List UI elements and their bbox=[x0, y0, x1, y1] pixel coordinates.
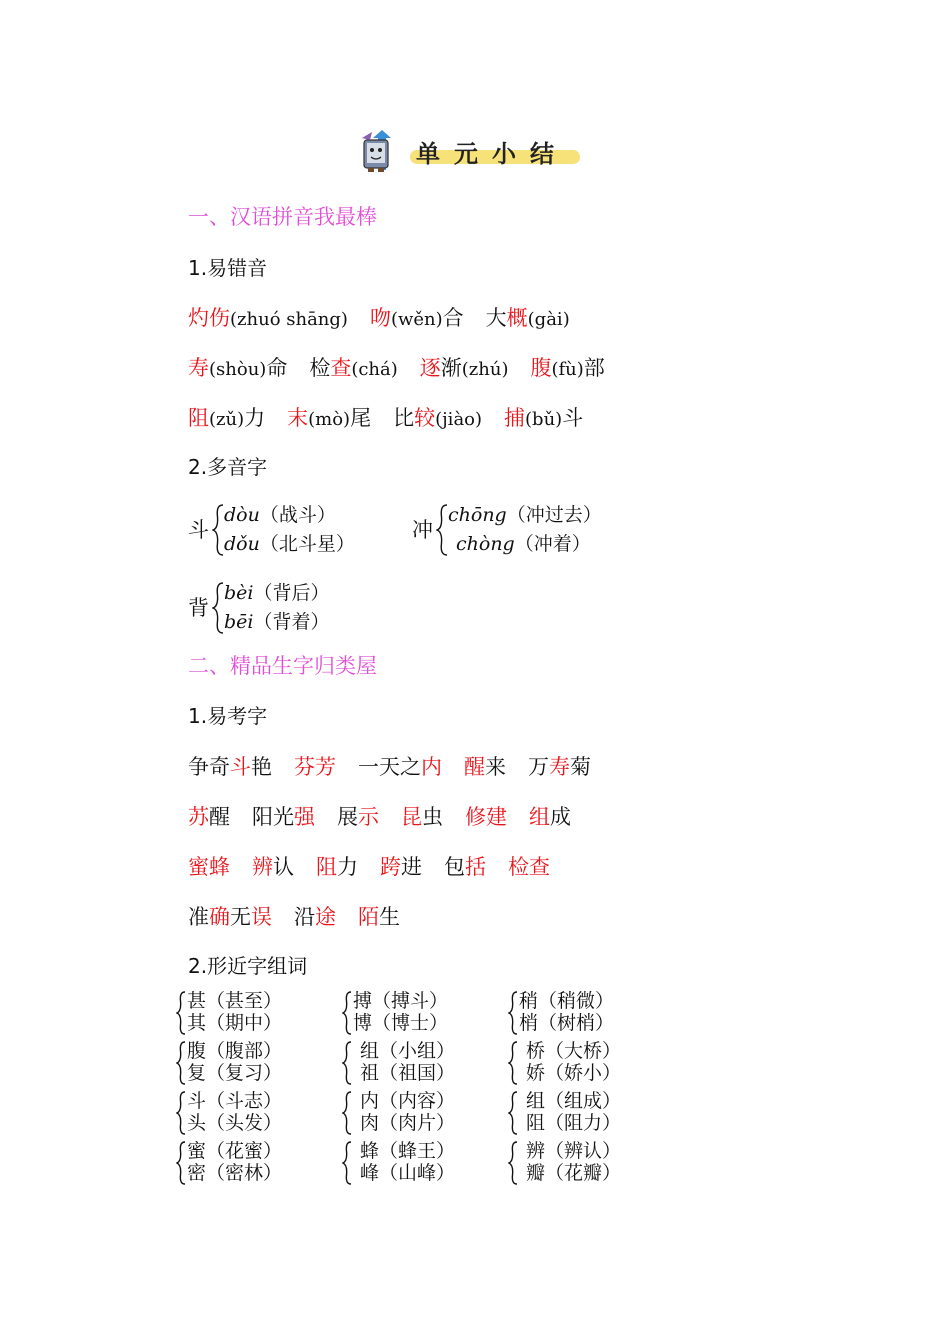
pinyin-entry bbox=[309, 352, 397, 382]
brace-icon bbox=[212, 582, 224, 634]
similar-pair bbox=[342, 1040, 492, 1086]
entry-pinyin: (shòu) bbox=[209, 359, 267, 380]
polyphone-group bbox=[188, 578, 408, 638]
pinyin-entry bbox=[420, 352, 509, 382]
word-entry bbox=[508, 851, 550, 881]
key-char: 辨 bbox=[252, 855, 273, 879]
word-entry bbox=[529, 801, 571, 831]
entry-char: 寿 bbox=[188, 356, 209, 380]
polyphone-reading bbox=[224, 500, 336, 527]
plain-char: 万 bbox=[528, 755, 549, 779]
plain-char: 来 bbox=[485, 755, 506, 779]
reading-pinyin: bèi bbox=[224, 582, 254, 604]
word-entry bbox=[380, 851, 422, 881]
word-entry bbox=[188, 801, 230, 831]
plain-char: 无 bbox=[230, 905, 251, 929]
word-entry bbox=[528, 751, 591, 781]
pinyin-entry bbox=[530, 352, 604, 382]
word-entry bbox=[252, 851, 294, 881]
entry-char: 较 bbox=[414, 406, 436, 430]
similar-word: 斗（斗志） bbox=[187, 1090, 283, 1112]
similar-pair bbox=[342, 990, 492, 1036]
brace-icon bbox=[508, 1041, 518, 1085]
plain-char: 生 bbox=[379, 905, 400, 929]
polyphone-group bbox=[412, 500, 632, 560]
entry-pinyin: (bǔ) bbox=[525, 409, 563, 430]
similar-word: 稍（稍微） bbox=[519, 990, 615, 1012]
reading-pinyin: chōng bbox=[448, 504, 507, 526]
entry-prefix: 比 bbox=[393, 406, 415, 430]
similar-word: 桥（大桥） bbox=[526, 1040, 622, 1062]
entry-pinyin: (zǔ) bbox=[209, 409, 245, 430]
plain-char: 包 bbox=[444, 855, 465, 879]
section-banner bbox=[358, 128, 583, 174]
similar-pair bbox=[176, 1040, 326, 1086]
entry-pinyin: (jiào) bbox=[435, 409, 483, 430]
similar-word: 其（期中） bbox=[187, 1012, 283, 1034]
entry-pinyin: (wěn) bbox=[390, 309, 443, 330]
pinyin-entry bbox=[188, 352, 287, 382]
entry-pinyin: (gài) bbox=[527, 309, 570, 330]
similar-word: 娇（娇小） bbox=[526, 1062, 622, 1084]
word-row bbox=[188, 901, 422, 931]
plain-char: 争奇 bbox=[188, 755, 230, 779]
word-entry bbox=[465, 801, 507, 831]
polyphone-reading bbox=[224, 578, 330, 605]
word-entry bbox=[358, 751, 442, 781]
entry-char: 末 bbox=[287, 406, 309, 430]
pinyin-row bbox=[188, 302, 592, 332]
similar-word: 搏（搏斗） bbox=[353, 990, 449, 1012]
brace-icon bbox=[176, 991, 186, 1035]
similar-pair bbox=[342, 1090, 492, 1136]
plain-char: 一天之 bbox=[358, 755, 421, 779]
word-entry bbox=[294, 751, 336, 781]
key-char: 修建 bbox=[465, 805, 507, 829]
entry-pinyin: (zhuó shāng) bbox=[230, 309, 348, 330]
similar-word: 祖（祖国） bbox=[360, 1062, 456, 1084]
polyphone-char: 冲 bbox=[412, 518, 433, 542]
entry-char: 腹 bbox=[530, 356, 552, 380]
key-char: 阻 bbox=[316, 855, 337, 879]
section1-heading: 一、汉语拼音我最棒 bbox=[188, 205, 377, 229]
word-entry bbox=[337, 801, 379, 831]
key-char: 斗 bbox=[230, 755, 251, 779]
entry-prefix: 大 bbox=[485, 306, 507, 330]
pinyin-row bbox=[188, 352, 627, 382]
pinyin-entry bbox=[287, 402, 371, 432]
key-char: 跨 bbox=[380, 855, 401, 879]
key-char: 途 bbox=[315, 905, 336, 929]
entry-char: 逐 bbox=[419, 356, 441, 380]
entry-suffix: 合 bbox=[442, 306, 464, 330]
word-entry bbox=[252, 801, 315, 831]
pinyin-entry bbox=[370, 302, 464, 332]
entry-suffix: 命 bbox=[266, 356, 288, 380]
similar-word: 密（密林） bbox=[187, 1162, 283, 1184]
word-entry bbox=[358, 901, 400, 931]
brace-icon bbox=[342, 1091, 352, 1135]
entry-suffix: 力 bbox=[244, 406, 266, 430]
pinyin-row bbox=[188, 402, 605, 432]
word-row bbox=[188, 801, 593, 831]
brace-icon bbox=[212, 504, 224, 556]
similar-pair bbox=[508, 1140, 658, 1186]
similar-pair bbox=[176, 1090, 326, 1136]
word-entry bbox=[464, 751, 506, 781]
key-char: 芬芳 bbox=[294, 755, 336, 779]
plain-char: 虫 bbox=[422, 805, 443, 829]
brace-icon bbox=[342, 1041, 352, 1085]
plain-char: 认 bbox=[273, 855, 294, 879]
similar-pair bbox=[342, 1140, 492, 1186]
section1-sub1: 1.易错音 bbox=[188, 256, 268, 280]
key-char: 醒 bbox=[464, 755, 485, 779]
entry-pinyin: (mò) bbox=[308, 409, 351, 430]
reading-word: （冲着） bbox=[514, 533, 591, 555]
plain-char: 沿 bbox=[294, 905, 315, 929]
similar-pair bbox=[508, 990, 658, 1036]
reading-word: （背后） bbox=[253, 582, 330, 604]
key-char: 苏 bbox=[188, 805, 209, 829]
similar-word: 头（头发） bbox=[187, 1112, 283, 1134]
entry-char: 阻 bbox=[188, 406, 209, 430]
key-char: 示 bbox=[358, 805, 379, 829]
word-entry bbox=[188, 751, 272, 781]
pinyin-entry bbox=[504, 402, 583, 432]
similar-word: 瓣（花瓣） bbox=[526, 1162, 622, 1184]
pinyin-entry bbox=[486, 302, 570, 332]
similar-word: 肉（肉片） bbox=[360, 1112, 456, 1134]
section2-sub2: 2.形近字组词 bbox=[188, 954, 308, 978]
entry-char: 吻 bbox=[369, 306, 391, 330]
polyphone-reading bbox=[456, 529, 591, 556]
book-mascot-icon bbox=[358, 128, 412, 174]
similar-word: 峰（山峰） bbox=[360, 1162, 456, 1184]
reading-pinyin: chòng bbox=[456, 533, 515, 555]
key-char: 检查 bbox=[508, 855, 550, 879]
plain-char: 菊 bbox=[570, 755, 591, 779]
entry-char: 概 bbox=[506, 306, 528, 330]
similar-word: 组（组成） bbox=[526, 1090, 622, 1112]
entry-pinyin: (chá) bbox=[351, 359, 398, 380]
brace-icon bbox=[342, 991, 352, 1035]
polyphone-reading bbox=[224, 529, 355, 556]
plain-char: 展 bbox=[337, 805, 358, 829]
similar-word: 阻（阻力） bbox=[526, 1112, 622, 1134]
word-entry bbox=[188, 851, 230, 881]
reading-word: （战斗） bbox=[259, 504, 336, 526]
similar-word: 腹（腹部） bbox=[187, 1040, 283, 1062]
word-entry bbox=[294, 901, 336, 931]
polyphone-group bbox=[188, 500, 408, 560]
polyphone-char: 背 bbox=[188, 596, 209, 620]
similar-word: 复（复习） bbox=[187, 1062, 283, 1084]
brace-icon bbox=[342, 1141, 352, 1185]
reading-pinyin: dǒu bbox=[224, 533, 260, 555]
brace-icon bbox=[176, 1091, 186, 1135]
entry-prefix: 检 bbox=[309, 356, 331, 380]
similar-pair bbox=[508, 1040, 658, 1086]
polyphone-char: 斗 bbox=[188, 518, 209, 542]
section1-sub2: 2.多音字 bbox=[188, 455, 268, 479]
section2-heading: 二、精品生字归类屋 bbox=[188, 654, 377, 678]
brace-icon bbox=[508, 1141, 518, 1185]
similar-pair bbox=[508, 1090, 658, 1136]
key-char: 昆 bbox=[401, 805, 422, 829]
word-row bbox=[188, 751, 613, 781]
similar-word: 辨（辨认） bbox=[526, 1140, 622, 1162]
plain-char: 成 bbox=[550, 805, 571, 829]
section2-sub1: 1.易考字 bbox=[188, 704, 268, 728]
polyphone-reading bbox=[448, 500, 602, 527]
reading-pinyin: bēi bbox=[224, 611, 254, 633]
entry-char: 捕 bbox=[504, 406, 526, 430]
polyphone-reading bbox=[224, 607, 330, 634]
similar-word: 博（博士） bbox=[353, 1012, 449, 1034]
key-char: 误 bbox=[251, 905, 272, 929]
key-char: 强 bbox=[294, 805, 315, 829]
key-char: 组 bbox=[529, 805, 550, 829]
word-entry bbox=[401, 801, 443, 831]
reading-word: （背着） bbox=[253, 611, 330, 633]
key-char: 陌 bbox=[358, 905, 379, 929]
entry-pinyin: (fù) bbox=[551, 359, 584, 380]
similar-pair bbox=[176, 990, 326, 1036]
entry-char: 查 bbox=[330, 356, 352, 380]
brace-icon bbox=[176, 1041, 186, 1085]
reading-pinyin: dòu bbox=[224, 504, 260, 526]
brace-icon bbox=[508, 1091, 518, 1135]
pinyin-entry bbox=[188, 402, 265, 432]
key-char: 内 bbox=[421, 755, 442, 779]
plain-char: 准 bbox=[188, 905, 209, 929]
similar-word: 甚（甚至） bbox=[187, 990, 283, 1012]
key-char: 蜜蜂 bbox=[188, 855, 230, 879]
brace-icon bbox=[436, 504, 448, 556]
word-entry bbox=[444, 851, 486, 881]
plain-char: 艳 bbox=[251, 755, 272, 779]
key-char: 括 bbox=[465, 855, 486, 879]
entry-suffix: 斗 bbox=[562, 406, 584, 430]
brace-icon bbox=[176, 1141, 186, 1185]
plain-char: 进 bbox=[401, 855, 422, 879]
entry-suffix: 部 bbox=[583, 356, 605, 380]
similar-word: 内（内容） bbox=[360, 1090, 456, 1112]
similar-word: 蜜（花蜜） bbox=[187, 1140, 283, 1162]
similar-word: 组（小组） bbox=[360, 1040, 456, 1062]
reading-word: （北斗星） bbox=[259, 533, 355, 555]
plain-char: 醒 bbox=[209, 805, 230, 829]
word-entry bbox=[188, 901, 272, 931]
plain-char: 力 bbox=[337, 855, 358, 879]
word-row bbox=[188, 851, 572, 881]
entry-pinyin: (zhú) bbox=[461, 359, 509, 380]
pinyin-entry bbox=[188, 302, 348, 332]
entry-char: 灼伤 bbox=[188, 306, 230, 330]
similar-word: 蜂（蜂王） bbox=[360, 1140, 456, 1162]
word-entry bbox=[316, 851, 358, 881]
page-title: 单元小结 bbox=[416, 139, 568, 168]
key-char: 确 bbox=[209, 905, 230, 929]
reading-word: （冲过去） bbox=[506, 504, 602, 526]
plain-char: 阳光 bbox=[252, 805, 294, 829]
key-char: 寿 bbox=[549, 755, 570, 779]
similar-word: 梢（树梢） bbox=[519, 1012, 615, 1034]
pinyin-entry bbox=[393, 402, 482, 432]
entry-suffix: 渐 bbox=[440, 356, 462, 380]
brace-icon bbox=[508, 991, 518, 1035]
entry-suffix: 尾 bbox=[350, 406, 372, 430]
similar-pair bbox=[176, 1140, 326, 1186]
